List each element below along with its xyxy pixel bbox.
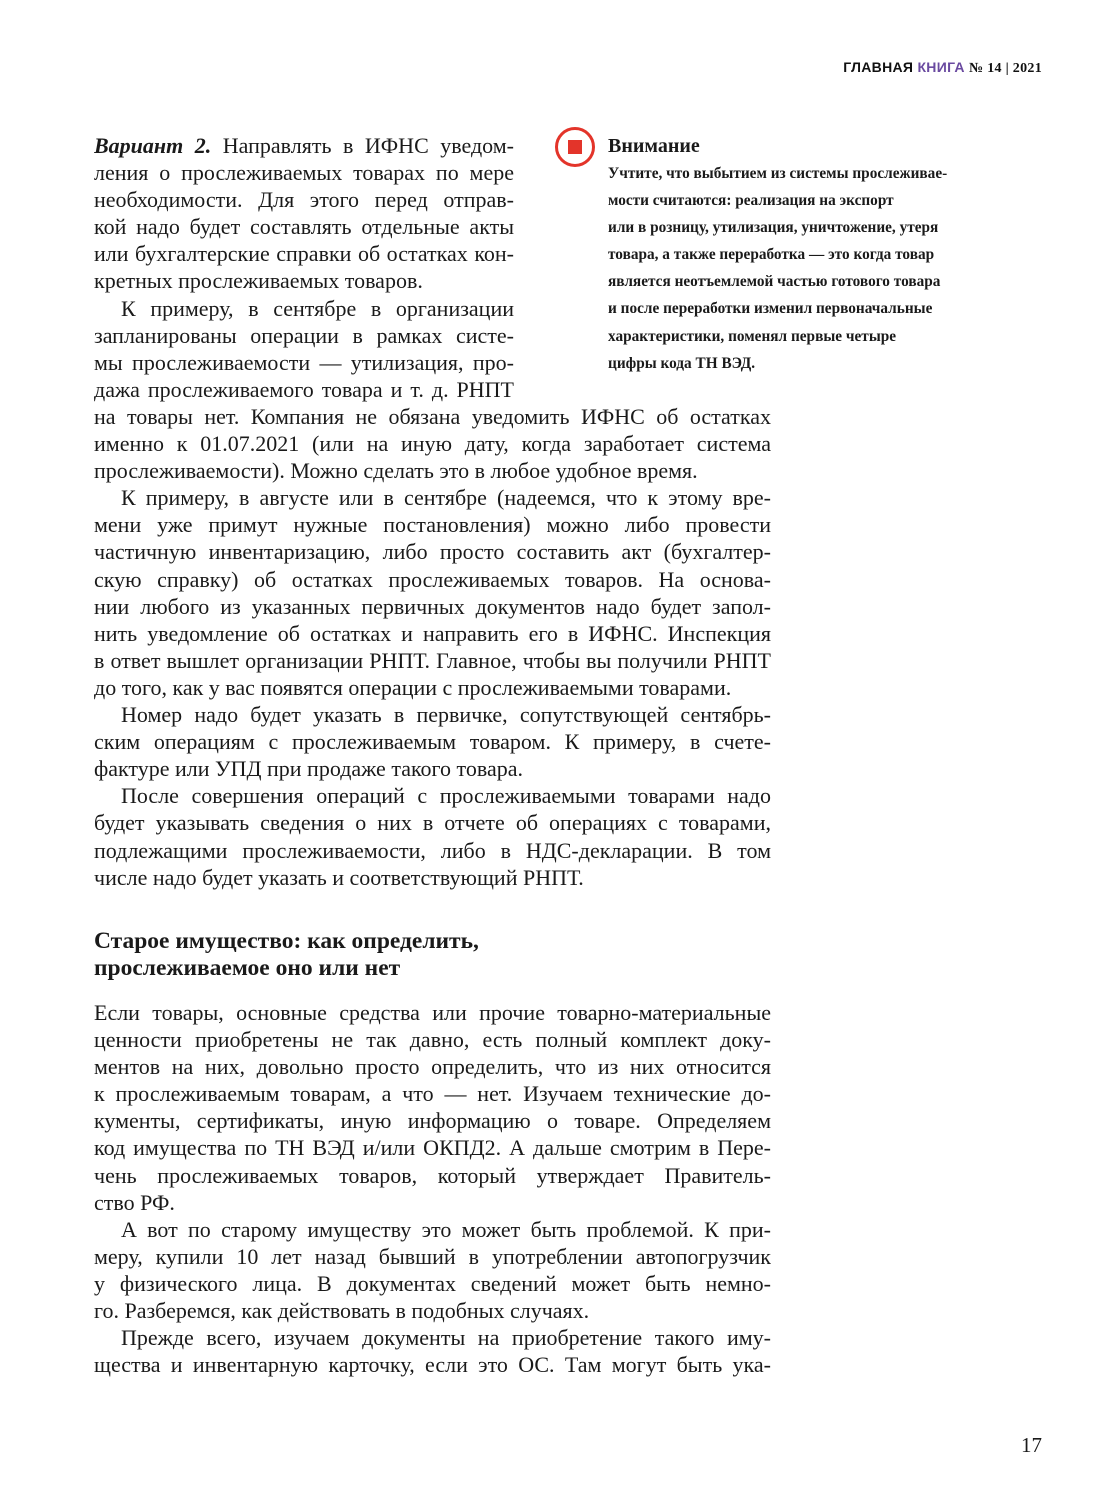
text-line: [94, 755, 771, 782]
section-heading: [94, 928, 479, 982]
attention-line: является неотъемлемой частью готового товара: [608, 273, 941, 291]
lead-in: Вариант 2.: [94, 133, 212, 158]
line-text: ство РФ.: [94, 1189, 175, 1215]
text-line: [94, 132, 514, 159]
brand-name: ГЛАВНАЯ: [843, 59, 914, 75]
line-text: именно к 01.07.2021 (или на иную дату, когда заработает система: [94, 431, 771, 457]
section-heading-line: Старое имущество: как определить,: [94, 928, 479, 954]
text-line: [94, 837, 771, 864]
line-text: мы прослеживаемости — утилизация, про-: [94, 349, 514, 375]
text-line: [94, 674, 771, 701]
line-text: ским операциям с прослеживаемым товаром. К примеру, в счете-: [94, 729, 771, 755]
text-line: [94, 1026, 771, 1053]
text-line: [94, 1243, 771, 1270]
line-text: к прослеживаемым товарам, а что — нет. Изучаем технические до-: [94, 1081, 771, 1107]
line-text: у физического лица. В документах сведений может быть немно-: [94, 1270, 771, 1296]
text-line: [94, 295, 514, 322]
text-line: [94, 864, 771, 891]
line-text: А вот по старому имуществу это может быть проблемой. К при-: [121, 1216, 771, 1242]
attention-line: мости считаются: реализация на экспорт: [608, 192, 894, 210]
line-text: го. Разберемся, как действовать в подобных случаях.: [94, 1298, 590, 1324]
text-line: [94, 403, 771, 430]
text-line: [94, 1270, 771, 1297]
text-line: [94, 1080, 771, 1107]
line-text: частичную инвентаризацию, либо просто составить акт (бухгалтер-: [94, 539, 771, 565]
attention-line: или в розницу, утилизация, уничтожение, утеря: [608, 219, 939, 237]
text-line: [94, 376, 514, 403]
text-line: [94, 267, 514, 294]
attention-stop-icon: [555, 127, 595, 167]
text-line: [94, 782, 771, 809]
text-line: [94, 1162, 771, 1189]
text-line: [94, 1324, 771, 1351]
line-text: щества и инвентарную карточку, если это ОС. Там могут быть ука-: [94, 1352, 771, 1378]
line-text: в ответ вышлет организации РНПТ. Главное, чтобы вы получили РНПТ: [94, 647, 771, 673]
text-line: [94, 1216, 771, 1243]
line-text: ментов на них, довольно просто определить, что из них относится: [94, 1054, 771, 1080]
text-line: [94, 213, 514, 240]
text-line: [94, 647, 771, 674]
line-text: ценности приобретены не так давно, есть полный комплект доку-: [94, 1027, 771, 1053]
section-body-text: [94, 999, 771, 1378]
attention-body: [608, 160, 1048, 377]
line-text: до того, как у вас появятся операции с прослеживаемыми товарами.: [94, 674, 732, 700]
line-text: код имущества по ТН ВЭД и/или ОКПД2. А дальше смотрим в Пере-: [94, 1135, 771, 1161]
text-line: [94, 511, 771, 538]
attention-line: Учтите, что выбытием из системы прослеживае-: [608, 165, 948, 182]
section-heading-line: прослеживаемое оно или нет: [94, 955, 401, 981]
line-text: дажа прослеживаемого товара и т. д. РНПТ: [94, 376, 514, 402]
line-text: или бухгалтерские справки об остатках кон-: [94, 241, 514, 267]
attention-line: и после переработки изменил первоначальные: [608, 300, 933, 318]
text-line: [94, 322, 514, 349]
text-line: [94, 620, 771, 647]
paragraph-variant-2: [94, 132, 514, 403]
line-text: Прежде всего, изучаем документы на приобретение такого иму-: [121, 1325, 771, 1351]
text-line: [94, 999, 771, 1026]
line-text: Направлять в ИФНС уведом-: [222, 133, 514, 158]
brand-name-accent: КНИГА: [917, 59, 965, 75]
line-text: кументы, сертификаты, иную информацию о товаре. Определяем: [94, 1108, 771, 1134]
text-line: [94, 430, 771, 457]
text-line: [94, 538, 771, 565]
text-line: [94, 457, 771, 484]
line-text: будет указывать сведения о них в отчете об операциях с товарами,: [94, 810, 771, 836]
text-line: [94, 566, 771, 593]
line-text: нии любого из указанных первичных документов надо будет запол-: [94, 593, 771, 619]
line-text: скую справку) об остатках прослеживаемых товаров. На основа-: [94, 566, 771, 592]
line-text: Номер надо будет указать в первичке, сопутствующей сентябрь-: [121, 702, 771, 728]
body-text-continued: [94, 403, 771, 891]
line-text: необходимости. Для этого перед отправ-: [94, 187, 514, 213]
line-text: меру, купили 10 лет назад бывший в употреблении автопогрузчик: [94, 1243, 771, 1269]
line-text: После совершения операций с прослеживаемыми товарами надо: [121, 783, 771, 809]
text-line: [94, 186, 514, 213]
text-line: [94, 484, 771, 511]
attention-sidebar: [608, 132, 1048, 377]
text-line: [94, 1134, 771, 1161]
text-line: [94, 159, 514, 186]
issue-number: № 14 | 2021: [969, 61, 1042, 76]
text-line: [94, 349, 514, 376]
line-text: мени уже примут нужные постановления) можно либо провести: [94, 512, 771, 538]
line-text: числе надо будет указать и соответствующий РНПТ.: [94, 864, 584, 890]
line-text: чень прослеживаемых товаров, который утверждает Правитель-: [94, 1162, 771, 1188]
page-number: 17: [1021, 1433, 1042, 1457]
text-line: [94, 1053, 771, 1080]
line-text: кой надо будет составлять отдельные акты: [94, 214, 514, 240]
running-header: [843, 59, 1042, 77]
line-text: прослеживаемости). Можно сделать это в любое удобное время.: [94, 458, 698, 484]
text-line: [94, 1351, 771, 1378]
text-line: [94, 1189, 771, 1216]
line-text: кретных прослеживаемых товаров.: [94, 268, 423, 294]
attention-line: товара, а также переработка — это когда товар: [608, 246, 935, 264]
line-text: К примеру, в сентябре в организации: [121, 295, 514, 321]
line-text: фактуре или УПД при продаже такого товара.: [94, 756, 523, 782]
text-line: [94, 593, 771, 620]
line-text: Если товары, основные средства или прочие товарно-материальные: [94, 1000, 771, 1025]
line-text: запланированы операции в рамках систе-: [94, 322, 514, 348]
attention-line: характеристики, поменял первые четыре: [608, 327, 897, 345]
line-text: ления о прослеживаемых товарах по мере: [94, 160, 514, 186]
line-text: К примеру, в августе или в сентябре (надеемся, что к этому вре-: [121, 485, 771, 511]
text-line: [94, 701, 771, 728]
line-text: нить уведомление об остатках и направить его в ИФНС. Инспекция: [94, 620, 771, 646]
attention-title: Внимание: [608, 135, 700, 157]
text-line: [94, 1107, 771, 1134]
text-line: [94, 728, 771, 755]
text-line: [94, 240, 514, 267]
text-line: [94, 1297, 771, 1324]
line-text: подлежащими прослеживаемости, либо в НДС-декларации. В том: [94, 837, 771, 863]
line-text: на товары нет. Компания не обязана уведомить ИФНС об остатках: [94, 404, 771, 429]
text-line: [94, 809, 771, 836]
attention-line: цифры кода ТН ВЭД.: [608, 354, 756, 372]
